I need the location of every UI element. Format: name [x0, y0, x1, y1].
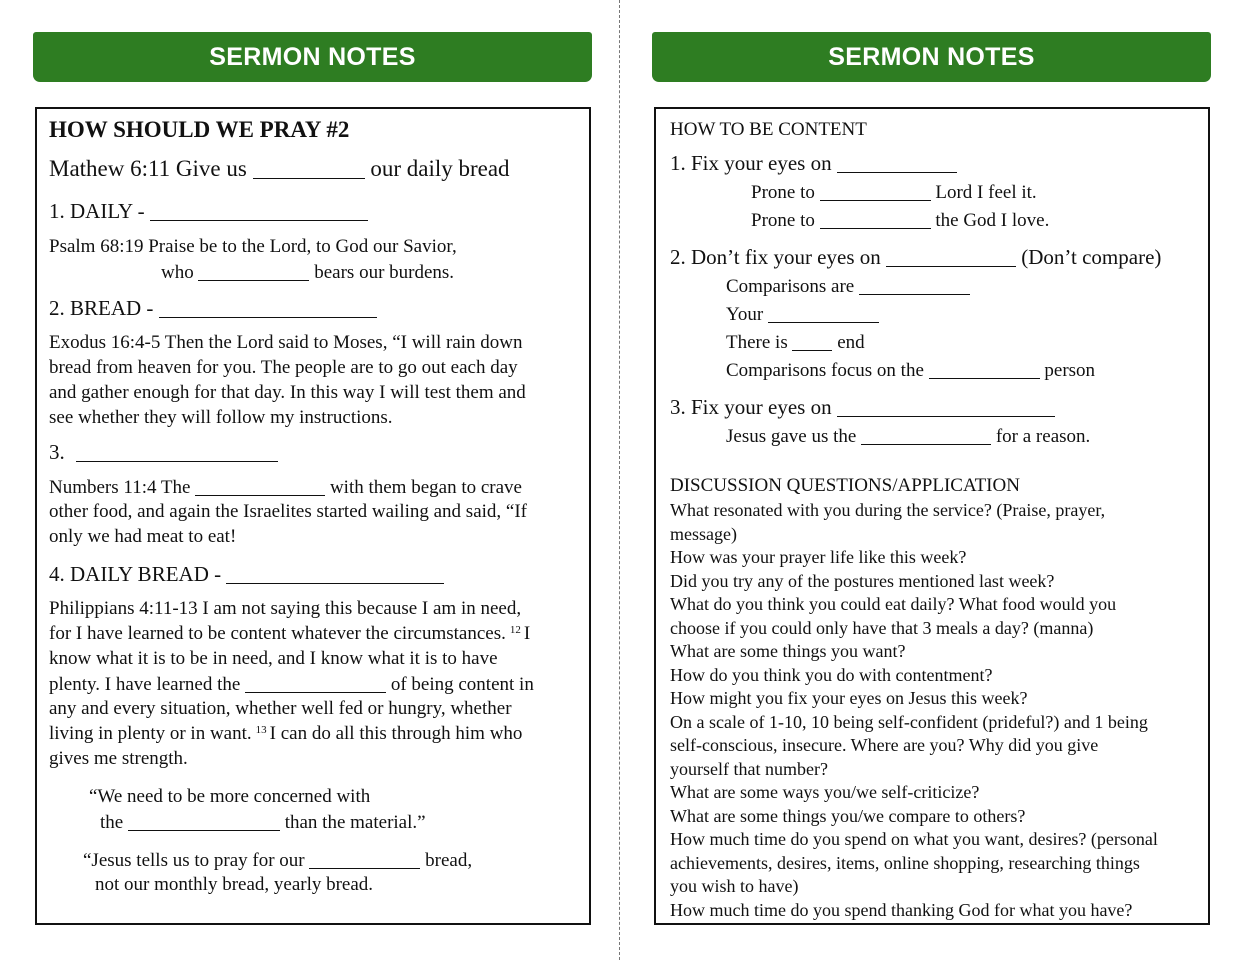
content-point-3 [670, 395, 1055, 420]
notes-box-left [35, 107, 591, 925]
content-point-1 [670, 151, 957, 176]
jesus-gave-line [726, 425, 1090, 448]
phil-text-end: I can do all this through him who [269, 723, 523, 744]
prone-text: Prone to [751, 182, 815, 203]
discussion-questions [670, 499, 1158, 922]
compare-line-1 [726, 275, 970, 298]
compare-line-4 [726, 359, 1095, 382]
question-line: you wish to have) [670, 876, 799, 896]
quote-2-line-1 [83, 849, 472, 872]
compare-line-2 [726, 303, 879, 326]
question-line: What are some things you want? [670, 641, 906, 661]
compare-text: Comparisons focus on the [726, 360, 924, 381]
verse-number: 13 [255, 724, 267, 736]
fill-blank[interactable] [859, 275, 970, 295]
point-4 [49, 562, 444, 587]
question-line: choose if you could only have that 3 meals a day? (manna) [670, 617, 1094, 638]
sermon-notes-banner-left: SERMON NOTES [33, 32, 592, 82]
question-line: What are some things you/we compare to others? [670, 805, 1026, 826]
content-title: HOW TO BE CONTENT [670, 119, 867, 140]
question-line: What do you think you could eat daily? What food would you [670, 594, 1117, 614]
phil-text: plenty. I have learned the [49, 674, 241, 695]
phil-line-7: gives me strength. [49, 748, 188, 769]
content-point-2 [670, 245, 1161, 270]
fill-blank[interactable] [837, 395, 1055, 417]
sermon-title: HOW SHOULD WE PRAY #2 [49, 117, 350, 142]
fill-blank[interactable] [195, 476, 325, 496]
exodus-line-4: see whether they will follow my instructions. [49, 407, 393, 428]
compare-text: Your [726, 304, 764, 325]
point-2 [49, 296, 377, 321]
question-line: What resonated with you during the service? (Praise, prayer, [670, 500, 1106, 520]
question-line: How was your prayer life like this week? [670, 547, 967, 567]
fill-blank[interactable] [837, 151, 957, 173]
question-line: yourself that number? [670, 758, 828, 779]
main-verse-text-end: our daily bread [370, 156, 510, 181]
prone-text: Prone to [751, 210, 815, 231]
point-3 [49, 440, 278, 465]
numbers-line-1 [49, 476, 522, 499]
fill-blank[interactable] [128, 811, 280, 831]
main-verse-text: Mathew 6:11 Give us [49, 156, 247, 181]
question-line: How do you think you do with contentment? [670, 664, 993, 685]
exodus-line-1: Exodus 16:4-5 Then the Lord said to Moses, “I will rain down [49, 332, 523, 353]
fill-blank[interactable] [768, 303, 879, 323]
point-2-label: 2. BREAD - [49, 296, 154, 320]
numbers-line-3: only we had meat to eat! [49, 526, 237, 547]
fill-blank[interactable] [929, 359, 1040, 379]
jesus-text: Jesus gave us the [726, 426, 857, 447]
psalm-text: who [161, 262, 194, 283]
quote-2-line-2: not our monthly bread, yearly bread. [95, 874, 374, 895]
prone-text-end: Lord I feel it. [935, 182, 1037, 203]
phil-line-5: any and every situation, whether well fed or hungry, whether [49, 698, 512, 719]
quote-1-line-1: “We need to be more concerned with [89, 786, 371, 807]
exodus-line-3: and gather enough for that day. In this way I will test them and [49, 382, 526, 403]
content-point-2-note: (Don’t compare) [1021, 245, 1162, 269]
phil-line-3: know what it is to be in need, and I know what it is to have [49, 648, 498, 669]
question-line: self-conscious, insecure. Where are you? Why did you give [670, 735, 1099, 755]
fill-blank[interactable] [309, 849, 420, 869]
fill-blank[interactable] [820, 209, 931, 229]
question-line: How might you fix your eyes on Jesus this week? [670, 688, 1028, 708]
phil-line-4 [49, 673, 534, 696]
quote-text-end: than the material.” [284, 812, 426, 833]
sermon-notes-banner-right: SERMON NOTES [652, 32, 1211, 82]
page-fold-line [619, 0, 620, 960]
compare-text-end: end [837, 332, 865, 353]
question-line: How much time do you spend on what you want, desires? (personal [670, 829, 1158, 849]
psalm-text-end: bears our burdens. [314, 262, 455, 283]
notes-box-right [654, 107, 1210, 925]
phil-text-end: of being content in [390, 674, 534, 695]
question-line: message) [670, 523, 737, 544]
fill-blank[interactable] [226, 562, 444, 584]
numbers-text-end: with them began to crave [329, 477, 522, 498]
question-line: Did you try any of the postures mentioned last week? [670, 570, 1055, 591]
content-point-2-label: 2. Don’t fix your eyes on [670, 245, 881, 269]
content-point-3-label: 3. Fix your eyes on [670, 395, 832, 419]
point-1 [49, 199, 368, 224]
fill-blank[interactable] [76, 440, 278, 462]
fill-blank[interactable] [159, 296, 377, 318]
exodus-line-2: bread from heaven for you. The people are to go out each day [49, 357, 518, 378]
fill-blank[interactable] [820, 181, 931, 201]
question-line: achievements, desires, items, online shopping, researching things [670, 852, 1140, 873]
fill-blank[interactable] [198, 261, 309, 281]
prone-text-end: the God I love. [935, 210, 1050, 231]
psalm-line-1: Psalm 68:19 Praise be to the Lord, to God our Savior, [49, 236, 457, 257]
point-4-label: 4. DAILY BREAD - [49, 562, 222, 586]
compare-line-3 [726, 331, 865, 354]
main-verse [49, 155, 510, 182]
quote-text-end: bread, [425, 850, 473, 871]
content-point-1-label: 1. Fix your eyes on [670, 151, 832, 175]
numbers-line-2: other food, and again the Israelites started wailing and said, “If [49, 501, 527, 522]
point-3-label: 3. [49, 440, 65, 464]
fill-blank[interactable] [861, 425, 991, 445]
prone-line-2 [751, 209, 1049, 232]
question-line: What are some ways you/we self-criticize? [670, 782, 980, 802]
fill-blank[interactable] [245, 673, 386, 693]
question-line: How much time do you spend thanking God for what you have? [670, 899, 1133, 920]
phil-line-2 [49, 623, 530, 645]
phil-text-end: I [523, 623, 531, 644]
numbers-text: Numbers 11:4 The [49, 477, 191, 498]
discussion-title: DISCUSSION QUESTIONS/APPLICATION [670, 475, 1020, 496]
compare-text: Comparisons are [726, 276, 855, 297]
phil-text: for I have learned to be content whatever the circumstances. [49, 623, 506, 644]
phil-text: living in plenty or in want. [49, 723, 252, 744]
point-1-label: 1. DAILY - [49, 199, 145, 223]
quote-1-line-2 [100, 811, 426, 834]
fill-blank[interactable] [150, 199, 368, 221]
question-line: On a scale of 1-10, 10 being self-confident (prideful?) and 1 being [670, 711, 1148, 732]
quote-text: the [100, 812, 124, 833]
fill-blank[interactable] [253, 155, 365, 179]
fill-blank[interactable] [792, 331, 832, 351]
quote-text: “Jesus tells us to pray for our [83, 850, 305, 871]
fill-blank[interactable] [886, 245, 1016, 267]
psalm-line-2 [161, 261, 454, 284]
jesus-text-end: for a reason. [995, 426, 1091, 447]
verse-number: 12 [509, 624, 521, 636]
phil-line-1: Philippians 4:11-13 I am not saying this because I am in need, [49, 598, 522, 619]
prone-line-1 [751, 181, 1037, 204]
compare-text: There is [726, 332, 788, 353]
phil-line-6 [49, 723, 522, 745]
compare-text-end: person [1044, 360, 1096, 381]
